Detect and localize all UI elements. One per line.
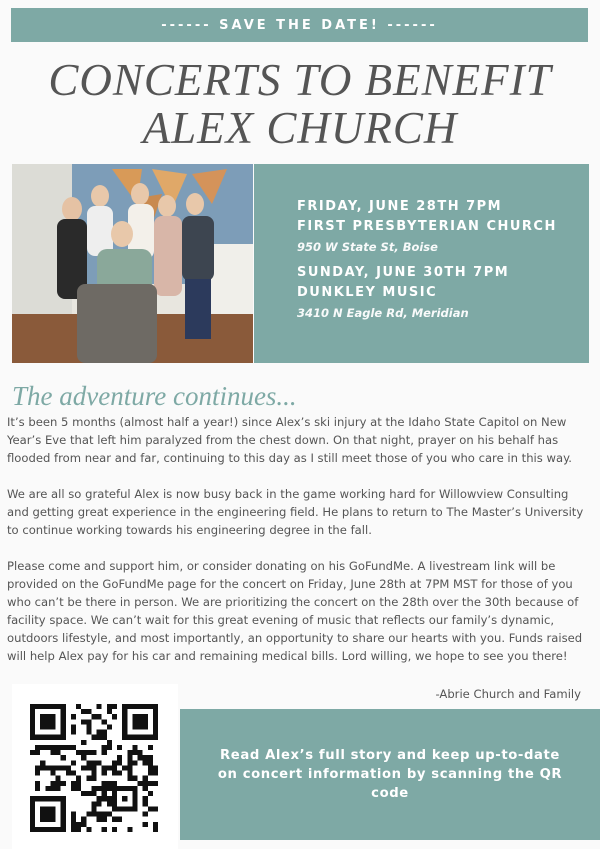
family-photo-illustration — [12, 164, 253, 363]
event-address: 950 W State St, Boise — [297, 240, 438, 254]
event-item — [297, 197, 589, 257]
story-body — [7, 413, 589, 683]
page-title — [0, 56, 600, 152]
story-paragraph: We are all so grateful Alex is now busy back in the game working hard for Willowview Consulting and getting great experience in the engineering field. He plans to return to The Master’s University to continue working towards his engineering degree in the fall. — [7, 487, 584, 537]
title-line-1: CONCERTS TO BENEFIT — [48, 55, 552, 105]
event-venue: FIRST PRESBYTERIAN CHURCH — [297, 219, 557, 234]
event-item — [297, 263, 589, 323]
story-paragraph: Please come and support him, or consider donating on his GoFundMe. A livestream link will be provided on the GoFundMe page for the concert on Friday, June 28th at 7PM MST for those of you who can’t be there in person. We are prioritizing the concert on the 28th over the 30th because of facility space. We can’t wait for this great evening of music that reflects our family’s dynamic, outdoors lifestyle, and most importantly, an opportunity to share our hearts with you. Funds raised will help Alex pay for his car and remaining medical bills. Lord willing, we hope to see you there! — [7, 559, 583, 663]
event-day: SUNDAY, JUNE 30TH 7PM — [297, 265, 510, 280]
qr-call-to-action: Read Alex’s full story and keep up-to-date on concert information by scanning the QR code — [180, 709, 600, 840]
event-day: FRIDAY, JUNE 28TH 7PM — [297, 199, 503, 214]
family-photo — [12, 164, 253, 363]
save-the-date-banner: ------ SAVE THE DATE! ------ — [11, 8, 588, 42]
qr-code-container[interactable] — [12, 684, 178, 849]
section-heading: The adventure continues... — [12, 381, 297, 411]
event-address: 3410 N Eagle Rd, Meridian — [297, 306, 469, 320]
title-line-2: ALEX CHURCH — [142, 103, 458, 153]
signature: -Abrie Church and Family — [435, 687, 581, 701]
qr-code-icon[interactable] — [30, 704, 158, 832]
story-paragraph: It’s been 5 months (almost half a year!) since Alex’s ski injury at the Idaho State Capitol on New Year’s Eve that left him paralyzed from the chest down. On that night, prayer on his behalf has flooded from near and far, continuing to this day as I still meet those of you who care in this way. — [7, 415, 572, 465]
event-venue: DUNKLEY MUSIC — [297, 285, 438, 300]
event-details-panel — [254, 164, 589, 363]
